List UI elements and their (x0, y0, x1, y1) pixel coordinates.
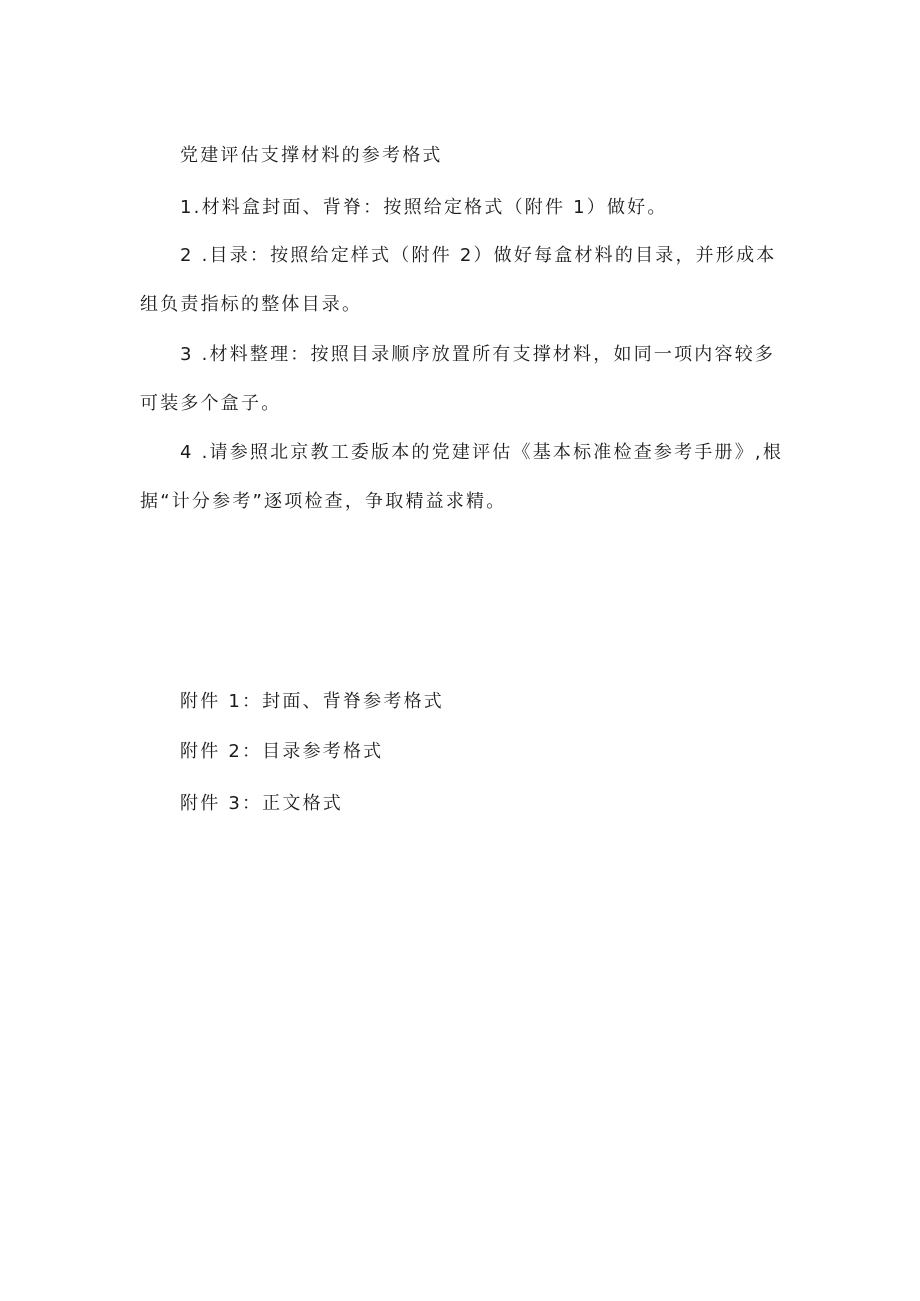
paragraph-4-line-1: 4 .请参照北京教工委版本的党建评估《基本标准检查参考手册》,根 (180, 442, 784, 463)
paragraph-3-line-1: 3 .材料整理：按照目录顺序放置所有支撑材料，如同一项内容较多 (180, 344, 776, 365)
attachment-3: 附件 3：正文格式 (180, 793, 343, 814)
paragraph-4-line-2: 据“计分参考”逐项检查，争取精益求精。 (140, 491, 507, 512)
document-title: 党建评估支撑材料的参考格式 (180, 145, 443, 166)
paragraph-3-line-2: 可装多个盒子。 (140, 393, 282, 414)
paragraph-2-line-1: 2 .目录：按照给定样式（附件 2）做好每盒材料的目录，并形成本 (180, 245, 777, 266)
paragraph-2-line-2: 组负责指标的整体目录。 (140, 294, 363, 315)
attachment-2: 附件 2：目录参考格式 (180, 741, 384, 762)
paragraph-1-line-1: 1.材料盒封面、背脊：按照给定格式（附件 1）做好。 (180, 197, 668, 218)
attachment-1: 附件 1：封面、背脊参考格式 (180, 691, 444, 712)
